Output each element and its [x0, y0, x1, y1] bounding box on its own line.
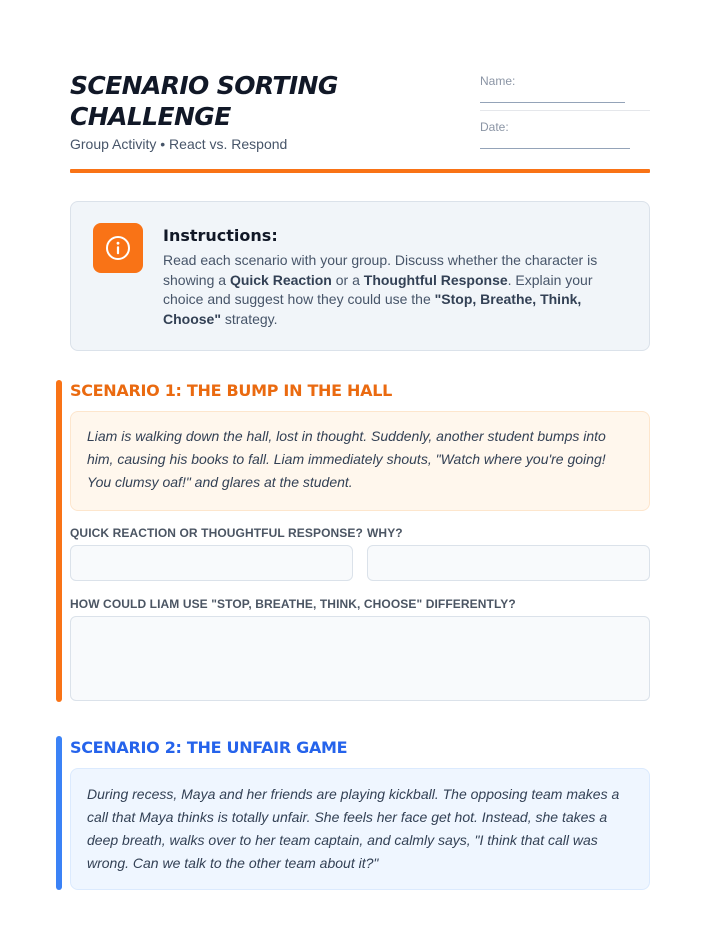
- strategy-answer-box[interactable]: [70, 616, 650, 701]
- info-circle-icon: [93, 223, 143, 273]
- scenario-title: SCENARIO 2: THE UNFAIR GAME: [70, 738, 348, 757]
- scenario-accent-bar: [56, 736, 62, 890]
- scenario-card: [56, 736, 650, 892]
- date-label: Date:: [480, 120, 509, 134]
- why-question-label: WHY?: [367, 526, 403, 540]
- date-field[interactable]: [480, 120, 630, 149]
- reaction-answer-box[interactable]: [70, 545, 353, 581]
- strategy-question-label: HOW COULD LIAM USE "STOP, BREATHE, THINK, CHOOSE" DIFFERENTLY?: [70, 597, 516, 611]
- instructions-panel: [70, 201, 650, 351]
- scenario-card: [56, 380, 650, 702]
- scenario-title: SCENARIO 1: THE BUMP IN THE HALL: [70, 381, 393, 400]
- scenario-story: During recess, Maya and her friends are playing kickball. The opposing team makes a call that Maya thinks is totally unfair. She feels her face get hot. Instead, she takes a deep breath, walks over to her team captain, and calmly says, "I think that call was wrong. Can we talk to the other team about it?": [70, 768, 650, 890]
- date-line[interactable]: [480, 148, 630, 149]
- name-line[interactable]: [480, 102, 625, 103]
- reaction-question-label: QUICK REACTION OR THOUGHTFUL RESPONSE?: [70, 526, 363, 540]
- scenario-accent-bar: [56, 380, 62, 702]
- instructions-text: Read each scenario with your group. Discuss whether the character is showing a Quick Reaction or a Thoughtful Response. Explain your choice and suggest how they could use the "Stop, Breathe, Think, Choose" strategy.: [163, 252, 598, 328]
- name-label: Name:: [480, 74, 516, 88]
- scenario-story: Liam is walking down the hall, lost in thought. Suddenly, another student bumps into him, causing his books to fall. Liam immediately shouts, "Watch where you're going! You clumsy oaf!" and glares at the student.: [70, 411, 650, 511]
- header-accent-rule: [70, 169, 650, 173]
- why-answer-box[interactable]: [367, 545, 650, 581]
- meta-divider: [480, 110, 650, 111]
- name-field[interactable]: [480, 74, 625, 103]
- worksheet-header: [70, 70, 650, 170]
- instructions-title: Instructions:: [163, 226, 278, 245]
- page-subtitle: Group Activity • React vs. Respond: [70, 136, 288, 152]
- page-title: SCENARIO SORTING CHALLENGE: [70, 71, 338, 131]
